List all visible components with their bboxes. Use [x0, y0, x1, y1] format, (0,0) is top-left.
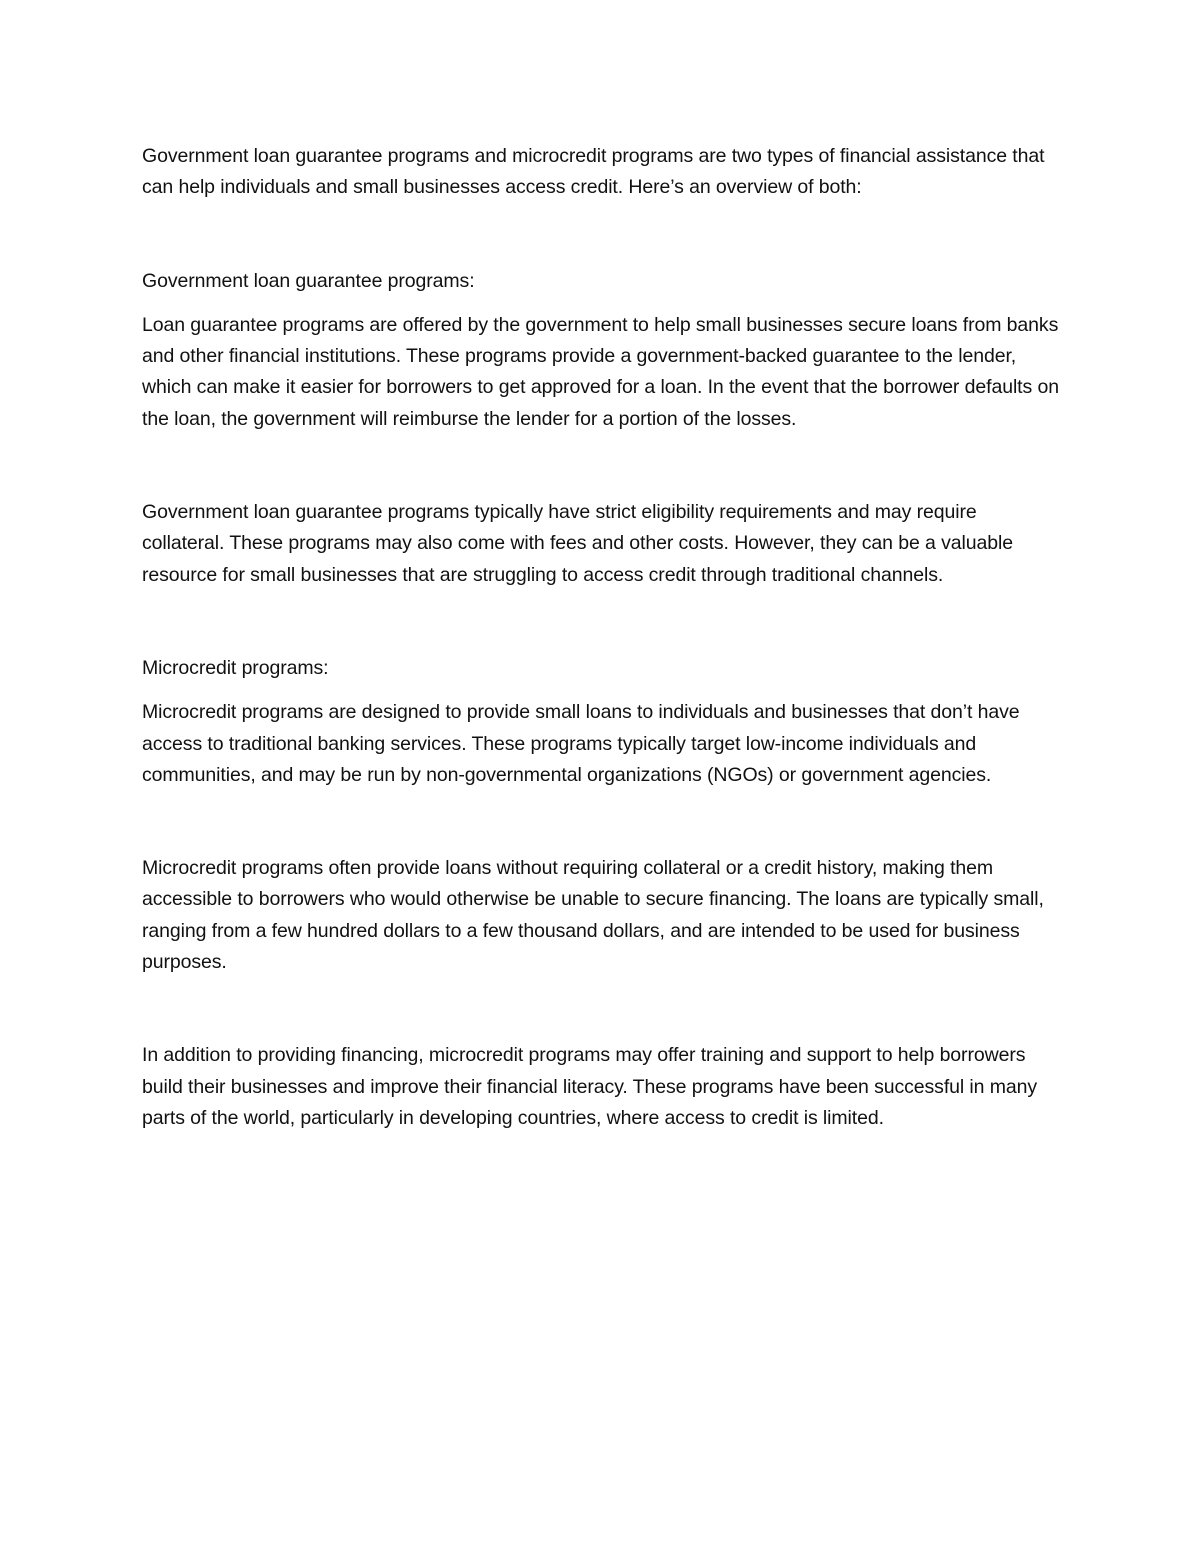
section-heading-microcredit: Microcredit programs: — [142, 656, 329, 679]
spacer — [142, 791, 1062, 853]
spacer — [142, 435, 1062, 497]
document-body — [142, 141, 1062, 1134]
loan-guarantee-paragraph-1: Loan guarantee programs are offered by the government to help small businesses secure loans from banks and other financial institutions. These programs provide a government-backed guarantee to the lender, which can make it easier for borrowers to get approved for a loan. In the event that the borrower defaults on the loan, the government will reimburse the lender for a portion of the losses. — [142, 313, 1059, 430]
loan-guarantee-paragraph-2: Government loan guarantee programs typically have strict eligibility requirements and may require collateral. These programs may also come with fees and other costs. However, they can be a valuable resource for small businesses that are struggling to access credit through traditional channels. — [142, 501, 1013, 586]
section-heading-loan-guarantee: Government loan guarantee programs: — [142, 269, 475, 292]
microcredit-paragraph-2: Microcredit programs often provide loans without requiring collateral or a credit history, making them accessible to borrowers who would otherwise be unable to secure financing. The loans are typically small, ranging from a few hundred dollars to a few thousand dollars, and are intended to be used for business purposes. — [142, 857, 1044, 974]
spacer — [142, 297, 1062, 310]
spacer — [142, 684, 1062, 697]
spacer — [142, 978, 1062, 1040]
spacer — [142, 204, 1062, 266]
microcredit-paragraph-3: In addition to providing financing, microcredit programs may offer training and support to help borrowers build their businesses and improve their financial literacy. These programs have been successful in many parts of the world, particularly in developing countries, where access to credit is limited. — [142, 1044, 1038, 1129]
spacer — [142, 591, 1062, 653]
intro-paragraph: Government loan guarantee programs and microcredit programs are two types of financial assistance that can help individuals and small businesses access credit. Here’s an overview of both: — [142, 145, 1045, 199]
microcredit-paragraph-1: Microcredit programs are designed to provide small loans to individuals and businesses that don’t have access to traditional banking services. These programs typically target low-income individuals and communities, and may be run by non-governmental organizations (NGOs) or government agencies. — [142, 701, 1020, 786]
